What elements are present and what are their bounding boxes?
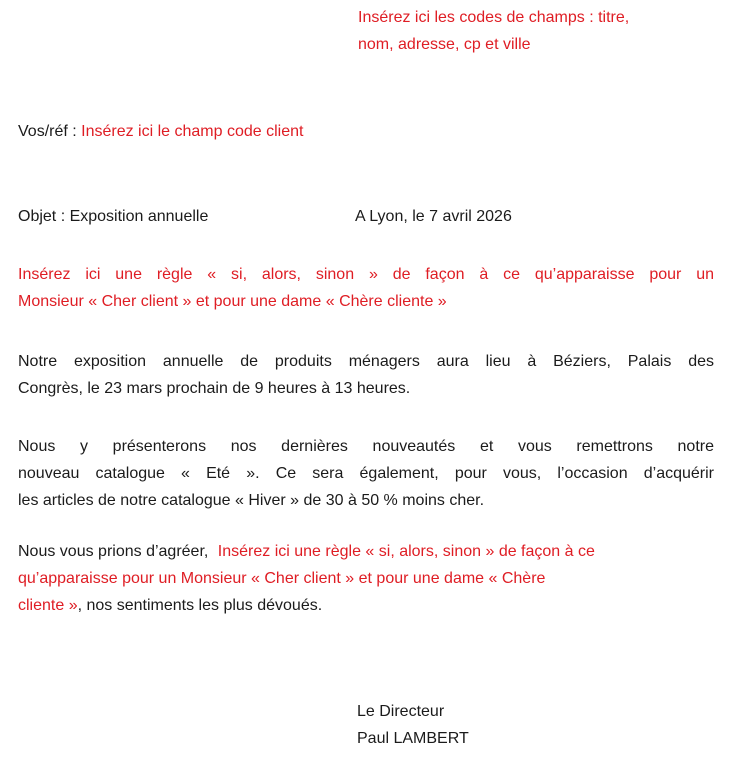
signature-block [357, 698, 469, 752]
reference-label: Vos/réf : [18, 123, 82, 140]
signature-title: Le Directeur [357, 703, 445, 720]
client-code-field-placeholder[interactable]: Insérez ici le champ code client [81, 123, 304, 140]
closing-rule-placeholder-part1[interactable]: Insérez ici une règle « si, alors, sinon » de façon à ce [217, 543, 595, 560]
paragraph-exposition [18, 348, 714, 402]
closing-prefix: Nous vous prions d’agréer, [18, 543, 213, 560]
signature-name: Paul LAMBERT [357, 730, 469, 747]
merge-fields-placeholder[interactable] [358, 4, 726, 58]
paragraph-exposition-line1: Notre exposition annuelle de produits ménagers aura lieu à Béziers, Palais des [18, 353, 714, 370]
closing-paragraph [18, 538, 714, 619]
paragraph-catalogue [18, 433, 714, 514]
salutation-rule-line1: Insérez ici une règle « si, alors, sinon » de façon à ce qu’apparaisse pour un [18, 266, 714, 283]
reference-line [18, 118, 303, 145]
salutation-rule-line2: Monsieur « Cher client » et pour une dame « Chère cliente » [18, 293, 447, 310]
closing-suffix: , nos sentiments les plus dévoués. [77, 597, 323, 614]
paragraph-catalogue-line2: nouveau catalogue « Eté ». Ce sera également, pour vous, l’occasion d’acquérir [18, 465, 714, 482]
paragraph-catalogue-line3: les articles de notre catalogue « Hiver » de 30 à 50 % moins cher. [18, 492, 485, 509]
subject-line: Objet : Exposition annuelle [18, 208, 209, 225]
closing-rule-placeholder-part2[interactable]: qu’apparaisse pour un Monsieur « Cher client » et pour une dame « Chère [18, 570, 546, 587]
merge-fields-placeholder-line2: nom, adresse, cp et ville [358, 36, 531, 53]
closing-line3 [18, 592, 714, 619]
closing-line1 [18, 538, 714, 565]
merge-fields-placeholder-line1: Insérez ici les codes de champs : titre, [358, 9, 630, 26]
date-line: A Lyon, le 7 avril 2026 [355, 208, 512, 225]
closing-line2 [18, 565, 714, 592]
subject-date-row [0, 203, 739, 230]
closing-rule-placeholder-part3[interactable]: cliente » [18, 597, 78, 614]
paragraph-catalogue-line1: Nous y présenterons nos dernières nouveautés et vous remettrons notre [18, 438, 714, 455]
paragraph-exposition-line2: Congrès, le 23 mars prochain de 9 heures à 13 heures. [18, 380, 411, 397]
salutation-rule-placeholder[interactable] [18, 261, 714, 315]
